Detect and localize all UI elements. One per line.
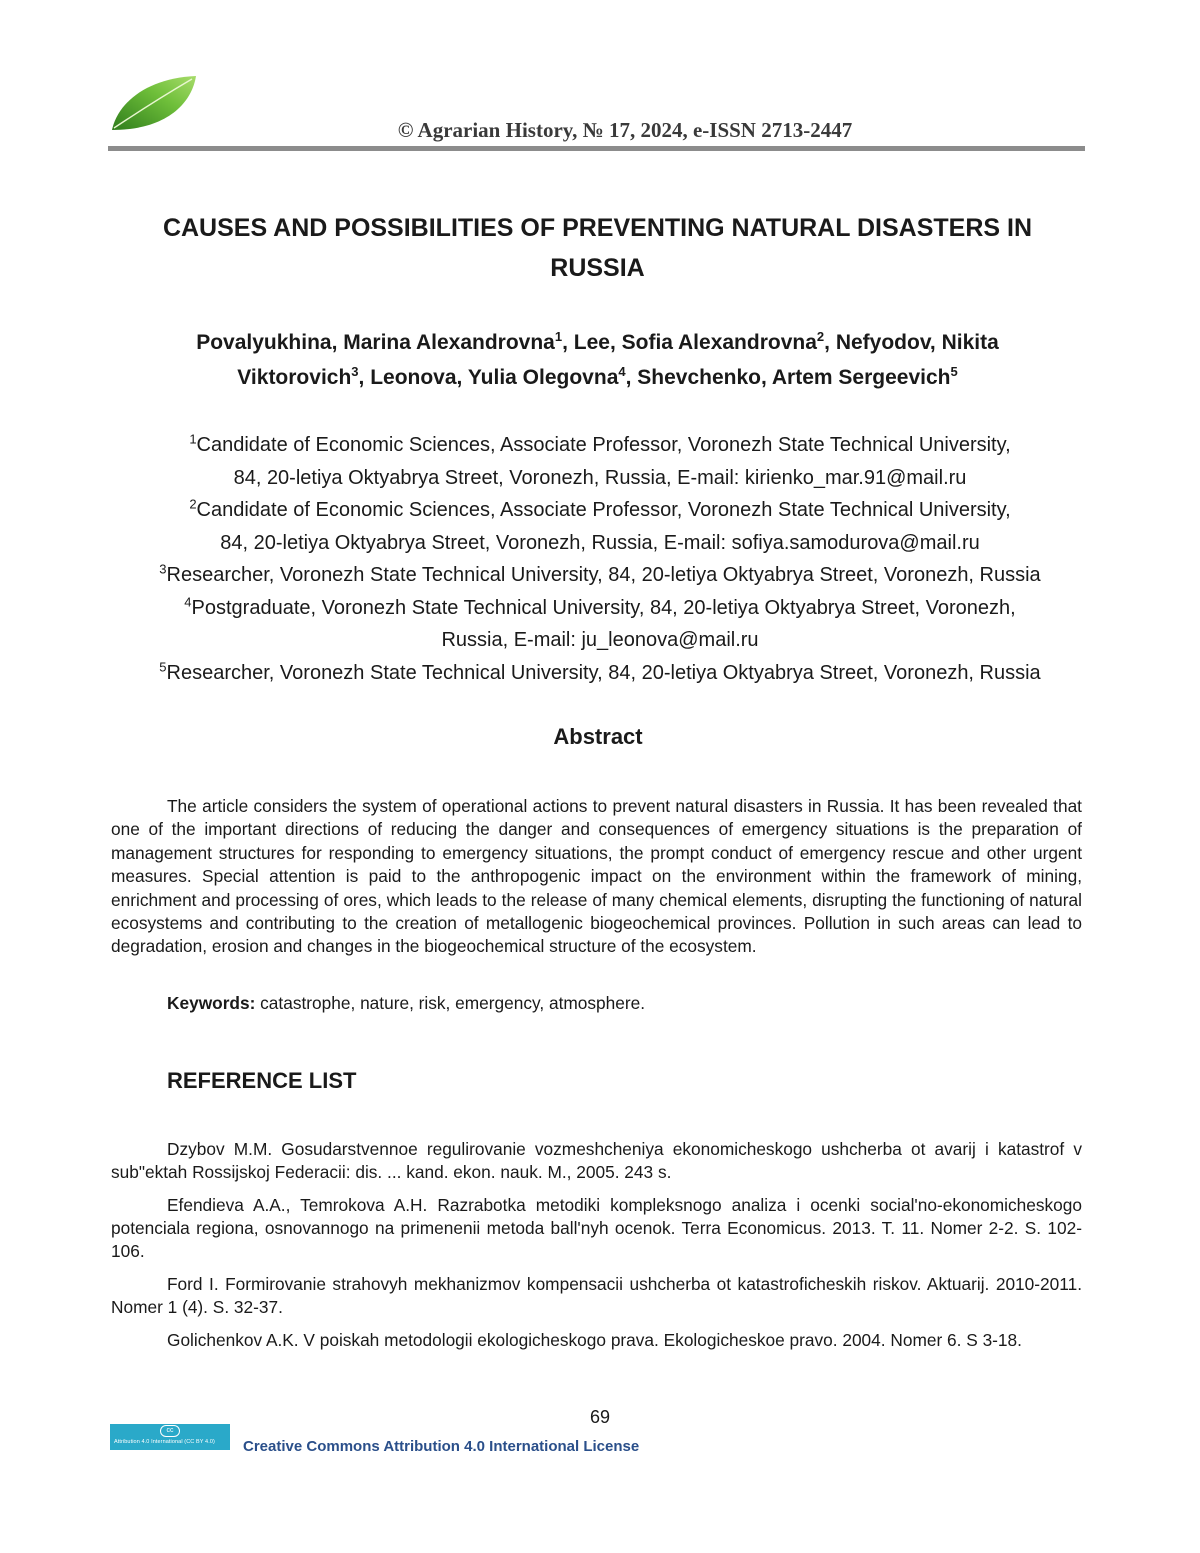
affiliation-sup: 1 bbox=[189, 431, 197, 447]
header-rule bbox=[108, 146, 1085, 151]
abstract-heading: Abstract bbox=[553, 724, 643, 749]
author-sup: 4 bbox=[618, 364, 626, 379]
author-name: Shevchenko, Artem Sergeevich bbox=[637, 366, 951, 389]
author-name: Viktorovich bbox=[237, 366, 352, 389]
affiliation-sup: 4 bbox=[184, 593, 192, 609]
author-sup: 2 bbox=[816, 329, 825, 344]
reference-item: Dzybov M.M. Gosudarstvennoe regulirovanie vozmeshcheniya ekonomicheskogo ushcherba ot avarij i katastrof v sub"ektah Rossijskoj Federacii: dis. ... kand. ekon. nauk. M., 2005. 243 s. bbox=[111, 1139, 1082, 1182]
author-sup: 5 bbox=[950, 364, 958, 379]
author-name: Lee, Sofia Alexandrovna bbox=[573, 331, 817, 354]
author-name: Leonova, Yulia Olegovna bbox=[370, 366, 619, 389]
reference-list bbox=[111, 1138, 1082, 1362]
affiliation-sup: 2 bbox=[189, 496, 197, 512]
author-name: Povalyukhina, Marina Alexandrovna bbox=[196, 331, 555, 354]
affiliation-line bbox=[108, 657, 1092, 690]
keywords-text: catastrophe, nature, risk, emergency, atmosphere. bbox=[255, 993, 646, 1013]
license-link[interactable]: Creative Commons Attribution 4.0 International License bbox=[243, 1438, 640, 1455]
affiliation-sup: 3 bbox=[159, 561, 167, 577]
author-sup: 3 bbox=[351, 364, 359, 379]
affiliation-line: 84, 20-letiya Oktyabrya Street, Voronezh, Russia, E-mail: sofiya.samodurova@mail.ru bbox=[220, 531, 980, 554]
author-sup: 1 bbox=[554, 329, 563, 344]
abstract-body bbox=[111, 795, 1082, 959]
keywords-label: Keywords: bbox=[167, 993, 256, 1013]
affiliation-line bbox=[108, 494, 1092, 527]
affiliation-line: 84, 20-letiya Oktyabrya Street, Voronezh, Russia, E-mail: kirienko_mar.91@mail.ru bbox=[233, 466, 967, 489]
reference-item: Golichenkov A.K. V poiskah metodologii ekologicheskogo prava. Ekologicheskoe pravo. 2004. Nomer 6. S 3-18. bbox=[167, 1330, 1022, 1350]
cc-icon: cc bbox=[160, 1425, 180, 1437]
title-line: CAUSES AND POSSIBILITIES OF PREVENTING NATURAL DISASTERS IN bbox=[162, 214, 1033, 242]
affiliation-text: Researcher, Voronezh State Technical University, 84, 20-letiya Oktyabrya Street, Voronezh, Russia bbox=[166, 564, 1041, 586]
affiliations bbox=[108, 429, 1092, 689]
title-line: RUSSIA bbox=[550, 254, 645, 282]
author-line: Povalyukhina, Marina Alexandrovna$^1$, Lee, Sofia Alexandrovna$^2$, Nefyodov, Nikita bbox=[196, 329, 999, 354]
affiliation-text: Candidate of Economic Sciences, Associate Professor, Voronezh State Technical University, bbox=[196, 499, 1011, 521]
reference-item: Ford I. Formirovanie strahovyh mekhanizmov kompensacii ushcherba ot katastroficheskih riskov. Aktuarij. 2010-2011. Nomer 1 (4). S. 32-37. bbox=[111, 1274, 1082, 1317]
affiliation-text: Postgraduate, Voronezh State Technical University, 84, 20-letiya Oktyabrya Street, Voronezh, bbox=[191, 596, 1016, 619]
affiliation-line: Russia, E-mail: ju_leonova@mail.ru bbox=[441, 629, 759, 651]
reference-item: Efendieva A.A., Temrokova A.H. Razrabotka metodiki kompleksnogo analiza i ocenki social'no-ekonomicheskogo potenciala regiona, osnovannogo na primenenii metoda ball'nyh ocenok. Terra Economicus. 2013. T. 11. Nomer 2-2. S. 102-106. bbox=[111, 1195, 1082, 1261]
journal-header: © Agrarian History, № 17, 2024, e-ISSN 2713-2447 bbox=[397, 118, 853, 142]
affiliation-text: Researcher, Voronezh State Technical University, 84, 20-letiya Oktyabrya Street, Voronezh, Russia bbox=[166, 661, 1041, 684]
affiliation-line bbox=[108, 429, 1092, 462]
paper-title bbox=[110, 208, 1085, 288]
keywords bbox=[167, 993, 645, 1014]
references-heading: REFERENCE LIST bbox=[167, 1068, 357, 1093]
affiliation-sup: 5 bbox=[159, 658, 167, 674]
page-number: 69 bbox=[589, 1407, 611, 1427]
cc-badge-text: Attribution 4.0 International (CC BY 4.0) bbox=[114, 1439, 215, 1445]
affiliation-line bbox=[108, 592, 1092, 625]
author-name: Nefyodov, Nikita bbox=[835, 331, 999, 354]
author-line: Viktorovich$^3$, Leonova, Yulia Olegovna$^4$, Shevchenko, Artem Sergeevich$^5$ bbox=[237, 364, 958, 389]
abstract-text: The article considers the system of operational actions to prevent natural disasters in Russia. It has been revealed that one of the important directions of reducing the danger and consequences of emergency situations is the preparation of management structures for responding to emergency situations, the prompt conduct of emergency rescue and other urgent measures. Special attention is paid to the anthropogenic impact on the environment within the framework of mining, enrichment and processing of ores, which leads to the release of many chemical elements, disrupting the functioning of natural ecosystems and contributing to the creation of metallogenic biogeochemical provinces. Pollution in such areas can lead to degradation, erosion and changes in the biogeochemical structure of the ecosystem. bbox=[111, 796, 1082, 957]
affiliation-text: Candidate of Economic Sciences, Associate Professor, Voronezh State Technical University, bbox=[196, 434, 1011, 456]
cc-license-badge[interactable] bbox=[110, 1424, 230, 1450]
affiliation-line bbox=[108, 559, 1092, 592]
author-list bbox=[110, 325, 1085, 395]
